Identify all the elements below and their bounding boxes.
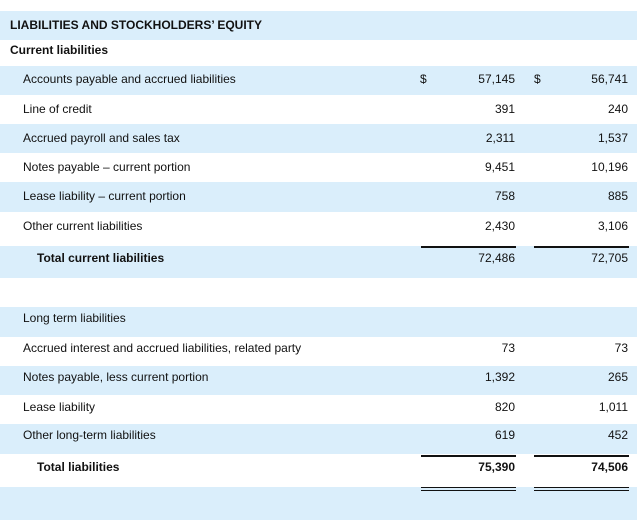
total-liabilities-rule-col1 [421, 455, 516, 457]
currency-symbol: $ [534, 72, 541, 86]
table-row [0, 424, 637, 454]
total-liabilities-row [0, 454, 637, 486]
value-col1: 758 [494, 189, 515, 203]
value-col1: 2,311 [485, 131, 515, 145]
table-row [0, 212, 637, 242]
value-col1: 57,145 [478, 72, 515, 86]
value-col2: 240 [607, 102, 628, 116]
value-col2: 1,537 [597, 131, 628, 145]
value-col1: 2,430 [484, 219, 515, 233]
current-liabilities-heading-row [0, 40, 637, 66]
section-title: LIABILITIES AND STOCKHOLDERS’ EQUITY [10, 18, 263, 32]
value-col1: 619 [494, 428, 515, 442]
row-label: Accounts payable and accrued liabilities [23, 72, 236, 86]
row-label: Line of credit [23, 102, 92, 116]
value-col1: 391 [494, 102, 515, 116]
value-col1: 820 [494, 400, 515, 414]
value-col2: 73 [614, 341, 628, 355]
value-col2: 10,196 [591, 160, 628, 174]
row-label: Accrued payroll and sales tax [23, 131, 180, 145]
double-underline-col2 [534, 487, 629, 491]
current-liabilities-heading: Current liabilities [10, 43, 109, 57]
value-col1: 1,392 [484, 370, 515, 384]
table-row [0, 124, 637, 153]
table-row [0, 153, 637, 182]
value-col2: 885 [607, 189, 628, 203]
row-label: Lease liability – current portion [23, 189, 186, 203]
row-label: Notes payable – current portion [23, 160, 191, 174]
table-row [0, 95, 637, 124]
row-label: Accrued interest and accrued liabilities, related party [23, 341, 302, 355]
total-current-row [0, 246, 637, 278]
value-col2: 1,011 [598, 400, 628, 414]
total-current-col2: 72,705 [591, 251, 628, 265]
row-label: Notes payable, less current portion [23, 370, 209, 384]
total-current-label: Total current liabilities [37, 251, 165, 265]
long-term-heading-row [0, 307, 637, 337]
value-col1: 73 [501, 341, 515, 355]
value-col1: 9,451 [484, 160, 515, 174]
row-label: Lease liability [23, 400, 96, 414]
table-row [0, 337, 637, 366]
long-term-heading: Long term liabilities [23, 311, 126, 325]
total-current-col1: 72,486 [478, 251, 515, 265]
total-liabilities-col2: 74,506 [591, 460, 628, 474]
table-row [0, 366, 637, 395]
double-underline-col1 [421, 487, 516, 491]
row-label: Other current liabilities [23, 219, 143, 233]
table-row [0, 395, 637, 424]
bottom-band [0, 487, 637, 520]
total-current-rule-col2 [534, 246, 629, 248]
table-row [0, 66, 637, 95]
value-col2: 3,106 [597, 219, 628, 233]
total-current-rule-col1 [421, 246, 516, 248]
value-col2: 265 [607, 370, 628, 384]
total-liabilities-label: Total liabilities [37, 460, 120, 474]
total-liabilities-col1: 75,390 [478, 460, 515, 474]
value-col2: 452 [607, 428, 628, 442]
currency-symbol: $ [420, 72, 427, 86]
row-label: Other long-term liabilities [23, 428, 156, 442]
total-liabilities-rule-col2 [534, 455, 629, 457]
table-row [0, 182, 637, 212]
value-col2: 56,741 [591, 72, 628, 86]
section-title-row [0, 11, 637, 40]
